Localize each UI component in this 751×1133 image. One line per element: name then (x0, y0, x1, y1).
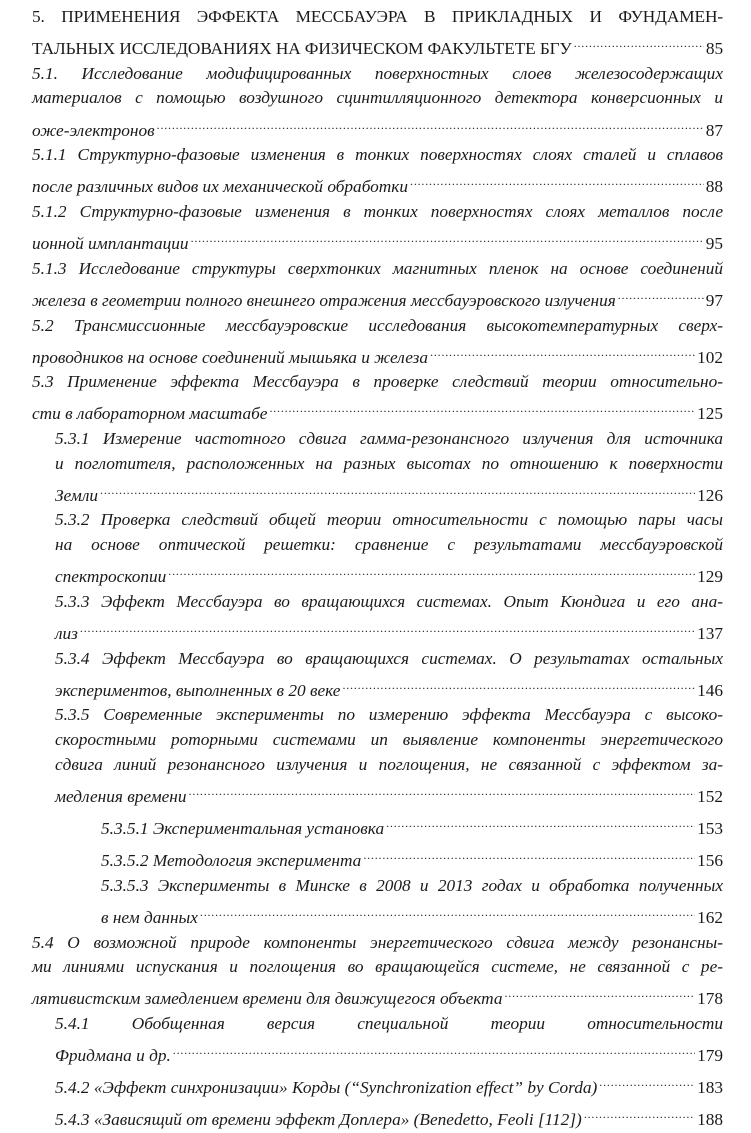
dot-leader (269, 395, 695, 420)
page-number[interactable]: 156 (697, 851, 723, 871)
toc-entry-last-line (32, 225, 723, 257)
toc-entry-title-line: и поглотителя, расположенных на разных высотах по отношению к поверхности (55, 453, 723, 473)
toc-entry[interactable] (32, 62, 723, 143)
toc-entry-title: 5.3.5.2 Методология эксперимента (101, 851, 362, 871)
page-number[interactable]: 183 (697, 1078, 723, 1098)
toc-entry-title-line: 5.3.4 Эффект Мессбауэра во вращающихся системах. О результатах остальных (55, 648, 723, 668)
page-number[interactable]: 95 (705, 234, 723, 254)
toc-entry[interactable] (32, 931, 723, 1012)
toc-entry-last-line (55, 1069, 723, 1101)
toc-entry-last-line (55, 777, 723, 809)
page-number[interactable]: 178 (697, 989, 723, 1009)
toc-entry-last-line (55, 614, 723, 646)
toc-entry-last-line (55, 476, 723, 508)
toc-entry-title-line: 5.1.3 Исследование структуры сверхтонких магнитных пленок на основе соединений (32, 258, 723, 278)
toc-entry-title-line: 5.3.5 Современные эксперименты по измерению эффекта Мессбауэра с высоко- (55, 705, 723, 725)
dot-leader (363, 842, 695, 867)
toc-entry-last-line (32, 395, 723, 427)
page-number[interactable]: 85 (705, 39, 723, 59)
dot-leader (189, 777, 696, 802)
toc-entry-title: 5.3.5.1 Экспериментальная установка (101, 818, 385, 838)
toc-entry[interactable] (32, 200, 723, 257)
page-number[interactable]: 153 (697, 818, 723, 838)
toc-entry-last-line (55, 1101, 723, 1133)
toc-entry-title-line: 5.3.3 Эффект Мессбауэра во вращающихся системах. Опыт Кюндига и его ана- (55, 591, 723, 611)
toc-entry-last-line (55, 671, 723, 703)
toc-entry-title: спектроскопии (55, 567, 167, 587)
dot-leader (100, 476, 695, 501)
toc-entry-title-line: 5.3.2 Проверка следствий общей теории относительности с помощью пары часы (55, 510, 723, 530)
toc-entry-title: медления времени (55, 786, 187, 806)
toc-entry-title-line: 5.3 Применение эффекта Мессбауэра в проверке следствий теории относительно- (32, 372, 723, 392)
dot-leader (599, 1069, 695, 1094)
page-number[interactable]: 87 (705, 120, 723, 140)
toc-entry[interactable] (32, 647, 723, 704)
toc-entry[interactable] (32, 314, 723, 371)
toc-entry-last-line (32, 168, 723, 200)
toc-entry-title-line: 5.4 О возможной природе компоненты энергетического сдвига между резонансны- (32, 932, 723, 952)
toc-entry-title: оже-электронов (32, 120, 155, 140)
toc-entry-title: экспериментов, выполненных в 20 веке (55, 680, 341, 700)
toc-entry-title-line: 5.2 Трансмиссионные мессбауэровские исследования высокотемпературных сверх- (32, 315, 723, 335)
toc-entry-last-line (32, 111, 723, 143)
toc-entry-title: 5.4.3 «Зависящий от времени эффект Доплера» (Benedetto, Feoli [112]) (55, 1110, 582, 1130)
page-number[interactable]: 162 (697, 907, 723, 927)
page-number[interactable]: 137 (697, 624, 723, 643)
toc-entry-title-line: 5.1.1 Структурно-фазовые изменения в тонких поверхностях слоях сталей и сплавов (32, 145, 723, 165)
toc-entry-title: лиз (55, 624, 78, 643)
toc-entry-last-line (32, 980, 723, 1012)
toc-entry-title-line: сдвига линий резонансного излучения и поглощения, не связанной с эффектом за- (55, 754, 723, 774)
toc-entry-last-line (32, 30, 723, 62)
page-number[interactable]: 179 (697, 1046, 723, 1066)
page-number[interactable]: 129 (697, 567, 723, 587)
toc-entry-last-line (101, 898, 723, 930)
dot-leader (410, 168, 704, 193)
dot-leader (168, 558, 695, 583)
page-number[interactable]: 126 (697, 485, 723, 505)
dot-leader (173, 1036, 695, 1061)
dot-leader (342, 671, 695, 696)
dot-leader (504, 980, 695, 1005)
page-number[interactable]: 102 (697, 347, 723, 367)
toc-entry-title-line: 5.1. Исследование модифицированных поверхностных слоев железосодержащих (32, 63, 723, 83)
page-number[interactable]: 125 (697, 404, 723, 424)
toc-entry-last-line (55, 1036, 723, 1068)
toc-entry[interactable] (32, 590, 723, 647)
toc-entry-last-line (101, 809, 723, 841)
toc-entry[interactable] (32, 874, 723, 931)
dot-leader (80, 614, 695, 639)
page-number[interactable]: 88 (705, 177, 723, 197)
toc-entry[interactable] (32, 508, 723, 589)
toc-entry-title-line: 5.1.2 Структурно-фазовые изменения в тонких поверхностях слоях металлов после (32, 201, 723, 221)
toc-entry-last-line (55, 558, 723, 590)
toc-entry-title: железа в геометрии полного внешнего отражения мессбауэровского излучения (32, 290, 616, 310)
dot-leader (200, 898, 695, 923)
toc-entry-title-line: 5.3.1 Измерение частотного сдвига гамма-резонансного излучения для источника (55, 429, 723, 449)
dot-leader (584, 1101, 695, 1126)
toc-entry-title: 5.4.2 «Эффект синхронизации» Корды (“Synchronization effect” by Corda) (55, 1078, 598, 1098)
toc-entry-title-line: ми линиями испускания и поглощения во вращающейся системе, не связанной с ре- (32, 957, 723, 977)
page-number[interactable]: 188 (697, 1110, 723, 1130)
toc-entry[interactable] (32, 5, 723, 62)
toc-entry[interactable] (32, 842, 723, 874)
toc-entry-title-line: материалов с помощью воздушного сцинтилляционного детектора конверсионных и (32, 88, 723, 108)
toc-entry-title: Фридмана и др. (55, 1046, 171, 1066)
toc-entry-title: ионной имплантации (32, 234, 189, 254)
toc-entry-title: в нем данных (101, 907, 198, 927)
toc-entry-title-line: 5.3.5.3 Эксперименты в Минске в 2008 и 2013 годах и обработка полученных (101, 875, 723, 895)
toc-entry-title-line: на основе оптической решетки: сравнение с результатами мессбауэровской (55, 535, 723, 555)
toc-entry-title: проводников на основе соединений мышьяка и железа (32, 347, 429, 367)
toc-entry[interactable] (32, 257, 723, 314)
dot-leader (430, 338, 695, 363)
dot-leader (191, 225, 704, 250)
toc-entry[interactable] (32, 809, 723, 841)
toc-entry[interactable] (32, 427, 723, 508)
toc-entry-last-line (101, 842, 723, 874)
dot-leader (618, 281, 704, 306)
toc-entry[interactable] (32, 143, 723, 200)
toc-entry-last-line (32, 338, 723, 370)
toc-entry[interactable] (32, 1012, 723, 1069)
toc-entry-title: после различных видов их механической обработки (32, 177, 409, 197)
toc-entry-title-line: 5. ПРИМЕНЕНИЯ ЭФФЕКТА МЕССБАУЭРА В ПРИКЛАДНЫХ И ФУНДАМЕН- (32, 7, 723, 26)
toc-entry-title-line: скоростными роторными системами ип выявление компоненты энергетического (55, 729, 723, 749)
toc-entry-title: сти в лабораторном масштабе (32, 404, 268, 424)
dot-leader (386, 809, 695, 834)
toc-entry[interactable] (32, 1069, 723, 1101)
toc-entry[interactable] (32, 1101, 723, 1133)
dot-leader (574, 30, 704, 55)
toc-entry-title: лятивистским замедлением времени для движущегося объекта (32, 989, 503, 1009)
page-number[interactable]: 97 (705, 290, 723, 310)
dot-leader (157, 111, 704, 136)
page-number[interactable]: 146 (697, 680, 723, 700)
toc-entry[interactable] (32, 703, 723, 809)
toc-entry-title-line: 5.4.1 Обобщенная версия специальной теории относительности (55, 1013, 723, 1033)
toc-entry-title: Земли (55, 485, 99, 505)
toc-entry[interactable] (32, 370, 723, 427)
table-of-contents (32, 5, 723, 1133)
toc-entry-title: ТАЛЬНЫХ ИССЛЕДОВАНИЯХ НА ФИЗИЧЕСКОМ ФАКУЛЬТЕТЕ БГУ (32, 39, 572, 59)
page-number[interactable]: 152 (697, 786, 723, 806)
toc-entry-last-line (32, 281, 723, 313)
